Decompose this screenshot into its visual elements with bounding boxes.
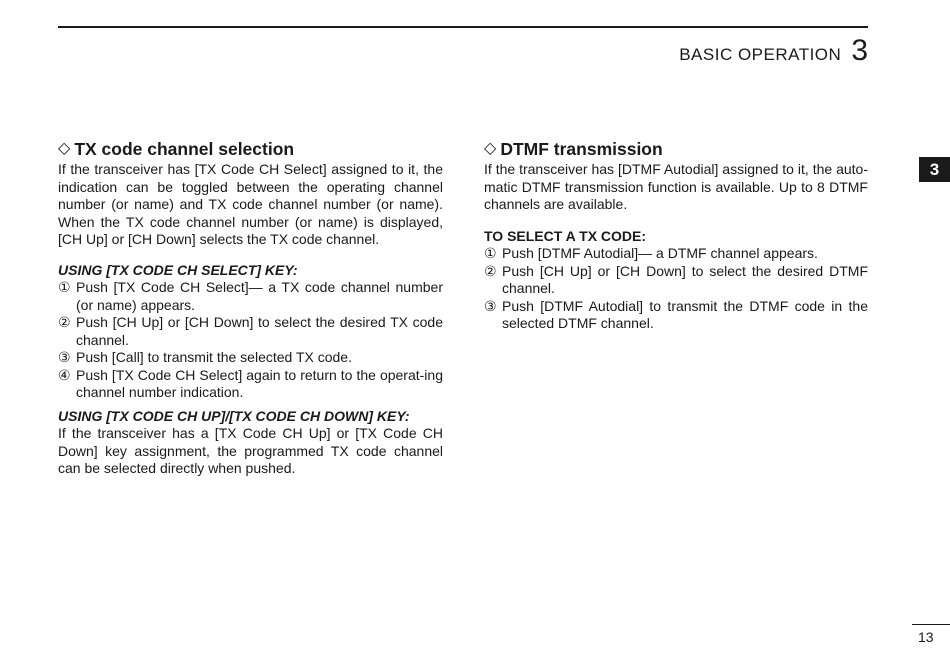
- step-number: ③: [484, 297, 497, 314]
- page-number: 13: [918, 629, 934, 645]
- list-item: [58, 349, 443, 367]
- list-item: [58, 314, 443, 349]
- step-number: ③: [58, 349, 71, 365]
- step-number: ①: [484, 245, 497, 261]
- section-title-text: DTMF transmission: [500, 139, 663, 159]
- step-text: Push [TX Code CH Select] again to return to the operat-ing channel number indication.: [76, 366, 443, 400]
- chapter-side-tab: 3: [919, 157, 950, 182]
- list-item: [484, 263, 868, 298]
- step-text: Push [TX Code CH Select]— a TX code channel number (or name) appears.: [76, 279, 443, 313]
- list-item: [58, 279, 443, 314]
- step-text: Push [DTMF Autodial] to transmit the DTMF code in the selected DTMF channel.: [502, 297, 868, 331]
- step-number: ②: [484, 262, 497, 279]
- chapter-title: BASIC OPERATION: [679, 45, 842, 64]
- steps-list: [484, 245, 868, 333]
- header-rule: [58, 26, 868, 28]
- step-text: Push [CH Up] or [CH Down] to select the desired TX code channel.: [76, 314, 443, 348]
- subheading-up-down-key: USING [TX CODE CH UP]/[TX CODE CH DOWN] KEY:: [58, 407, 410, 424]
- section-title-text: TX code channel selection: [74, 139, 295, 159]
- step-number: ①: [58, 279, 71, 295]
- step-number: ④: [58, 366, 71, 383]
- steps-list: [58, 279, 443, 402]
- diamond-icon: ◇: [58, 140, 71, 157]
- up-down-paragraph: If the transceiver has a [TX Code CH Up] or [TX Code CH Down] key assignment, the programmed TX code channel can be selected directly when pushed.: [58, 425, 443, 476]
- step-text: Push [DTMF Autodial]— a DTMF channel appears.: [502, 245, 818, 261]
- left-column: [58, 138, 443, 478]
- diamond-icon: ◇: [484, 140, 497, 157]
- intro-paragraph: If the transceiver has [TX Code CH Select] assigned to it, the indication can be toggled between the operating channel number (or name) and TX code channel number (or name). When the TX code channel number (or name) is displayed, [CH Up] or [CH Down] selects the TX code channel.: [58, 161, 443, 247]
- list-item: [58, 367, 443, 402]
- intro-paragraph: If the transceiver has [DTMF Autodial] assigned to it, the auto-matic DTMF transmission function is available. Up to 8 DTMF channels are available.: [484, 161, 868, 212]
- footer-rule: [912, 624, 950, 625]
- section-title-dtmf: [484, 138, 868, 160]
- chapter-number: 3: [851, 34, 868, 67]
- list-item: [484, 245, 868, 263]
- chapter-header: [679, 34, 868, 68]
- subheading-select-key: USING [TX CODE CH SELECT] KEY:: [58, 261, 298, 278]
- right-column: [484, 138, 868, 333]
- section-title-tx-code: [58, 138, 443, 160]
- step-number: ②: [58, 314, 71, 330]
- list-item: [484, 298, 868, 333]
- step-text: Push [CH Up] or [CH Down] to select the desired DTMF channel.: [502, 262, 868, 296]
- subheading-select-tx-code: TO SELECT A TX CODE:: [484, 227, 647, 244]
- step-text: Push [Call] to transmit the selected TX code.: [76, 349, 352, 365]
